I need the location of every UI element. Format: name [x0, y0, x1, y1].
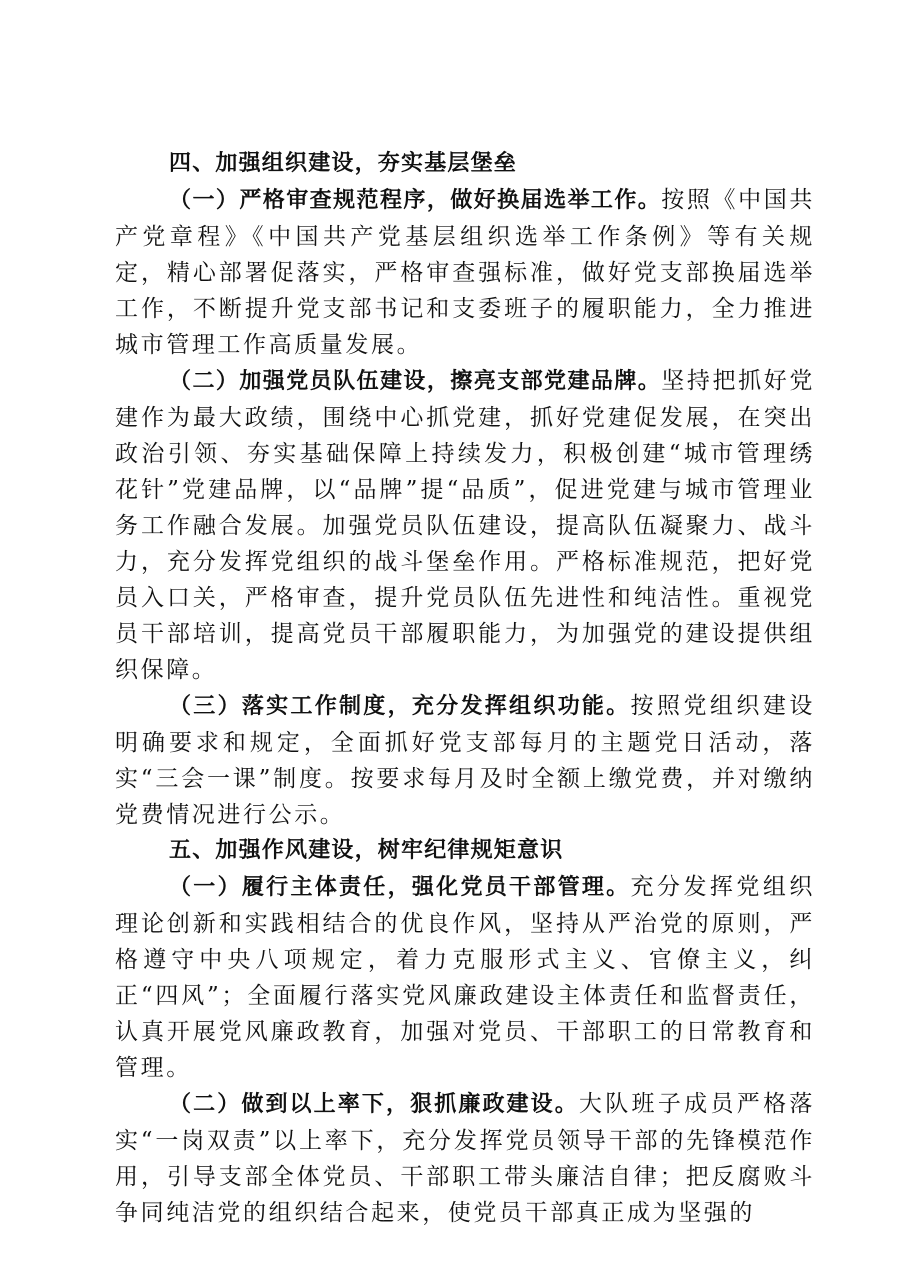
paragraph-4-3 [115, 688, 815, 833]
paragraph-title: （一）履行主体责任，强化党员干部管理。 [169, 875, 631, 900]
paragraph-body: 按照党组织建设明确要求和规定，全面抓好党支部每月的主题党日活动，落实“三会一课”制度。按要求每月及时全额上缴党费，并对缴纳党费情况进行公示。 [115, 693, 815, 828]
paragraph-title: （一）严格审查规范程序，做好换届选举工作。 [169, 188, 662, 213]
paragraph-4-1 [115, 182, 815, 363]
paragraph-5-1 [115, 869, 815, 1086]
paragraph-body: 充分发挥党组织理论创新和实践相结合的优良作风，坚持从严治党的原则，严格遵守中央八项规定，着力克服形式主义、官僚主义，纠正“四风”；全面履行落实党风廉政建设主体责任和监督责任，认真开展党风廉政教育，加强对党员、干部职工的日常教育和管理。 [115, 874, 815, 1081]
paragraph-body: 坚持把抓好党建作为最大政绩，围绕中心抓党建，抓好党建促发展，在突出政治引领、夯实基础保障上持续发力，积极创建“城市管理绣花针”党建品牌，以“品牌”提“品质”，促进党建与城市管理业务工作融合发展。加强党员队伍建设，提高队伍凝聚力、战斗力，充分发挥党组织的战斗堡垒作用。严格标准规范，把好党员入口关，严格审查，提升党员队伍先进性和纯洁性。重视党员干部培训，提高党员干部履职能力，为加强党的建设提供组织保障。 [115, 368, 815, 683]
document-body [115, 146, 815, 1231]
paragraph-5-2 [115, 1086, 815, 1231]
paragraph-title: （三）落实工作制度，充分发挥组织功能。 [169, 694, 631, 719]
paragraph-4-2 [115, 363, 815, 688]
paragraph-title: （二）做到以上率下，狠抓廉政建设。 [169, 1092, 579, 1117]
paragraph-title: （二）加强党员队伍建设，擦亮支部党建品牌。 [169, 369, 662, 394]
paragraph-body: 大队班子成员严格落实“一岗双责”以上率下，充分发挥党员领导干部的先锋模范作用，引导支部全体党员、干部职工带头廉洁自律；把反腐败斗争同纯洁党的组织结合起来，使党员干部真正成为坚强的 [115, 1091, 815, 1226]
section-heading-4: 四、加强组织建设，夯实基层堡垒 [169, 151, 518, 176]
section-heading-5: 五、加强作风建设，树牢纪律规矩意识 [169, 838, 564, 863]
paragraph-body: 按照《中国共产党章程》《中国共产党基层组织选举工作条例》等有关规定，精心部署促落实，严格审查强标准，做好党支部换届选举工作，不断提升党支部书记和支委班子的履职能力，全力推进城市管理工作高质量发展。 [115, 187, 815, 358]
